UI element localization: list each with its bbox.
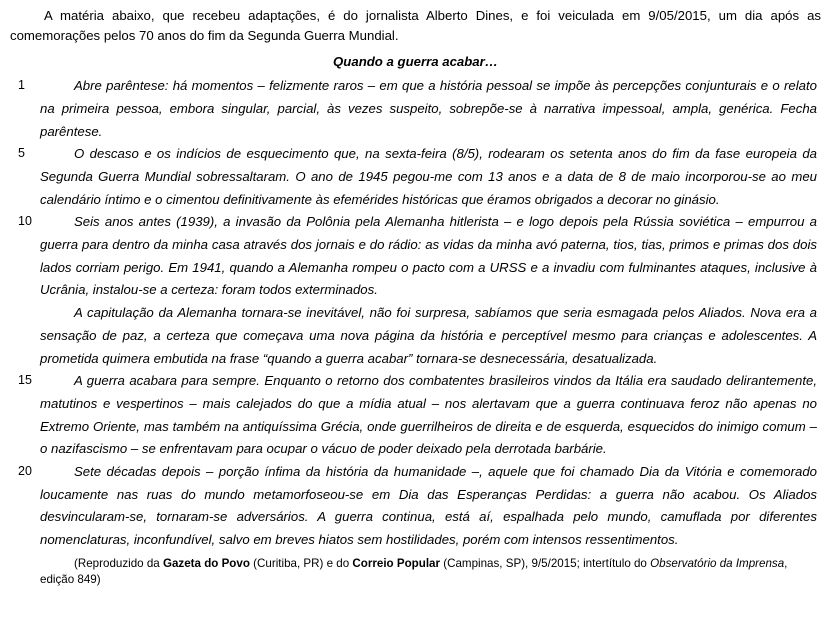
- credit-source-one: Gazeta do Povo: [162, 556, 250, 570]
- paragraph-text: A capitulação da Alemanha tornara-se inevitável, não foi surpresa, sabíamos que seria esmagada pelos Aliados. Nova era a sensação de paz, a certeza que começava uma nova página da história e perceptível mesmo para crianças e adolescentes. A prometida quimera embutida na frase “quando a guerra acabar” tornara-se desnecessária, desatualizada.: [40, 305, 817, 366]
- line-number: 5: [18, 146, 25, 161]
- paragraph-row: [10, 302, 821, 370]
- line-number: 1: [18, 78, 25, 93]
- page-title: Quando a guerra acabar…: [333, 54, 498, 70]
- credit-italic-source: Observatório da Imprensa: [650, 556, 785, 570]
- line-number: 10: [18, 214, 32, 229]
- paragraph-text: A guerra acabara para sempre. Enquanto o retorno dos combatentes brasileiros vindos da Itália era saudado delirantemente, matutinos e vespertinos – mais calejados do que a mídia atual – nos alertavam que a guerra continuava feroz não apenas no Extremo Oriente, mas também na antiquíssima Grécia, onde guerrilheiros de direita e de esquerda, esquecidos do inimigo comum – o nazifascismo – se enfrentavam para ocupar o vácuo de poder deixado pela derrotada barbárie.: [40, 373, 817, 457]
- credit-mid-two: (Campinas, SP), 9/5/2015; intertítulo do: [440, 556, 651, 570]
- paragraph-text: Sete décadas depois – porção ínfima da história da humanidade –, aquele que foi chamado Dia da Vitória e comemorado loucamente nas ruas do mundo metamorfoseou-se em Dia das Esperanças Perdidas: a guerra não acabou. Os Aliados desvincularam-se, tornaram-se adversários. A guerra continua, está aí, espalhada pelo mundo, camuflada por diferentes nomenclaturas, inconfundível, salvo em breves hiatos sem hostilidades, porém com intensos ressentimentos.: [40, 464, 817, 548]
- paragraph-text: Seis anos antes (1939), a invasão da Polônia pela Alemanha hitlerista – e logo depois pela Rússia soviética – empurrou a guerra para dentro da minha casa através dos jornais e do rádio: as vidas da minha avó paterna, tios, tias, primos e primas dos dois lados corriam perigo. Em 1941, quando a Alemanha rompeu o pacto com a URSS e a invadiu com fulminantes ataques, inclusive à Ucrânia, instalou-se a certeza: foram todos exterminados.: [40, 214, 817, 298]
- line-number: 15: [18, 373, 32, 388]
- paragraph-row: [10, 75, 821, 143]
- paragraph-row: [10, 461, 821, 552]
- source-credit: [10, 556, 821, 589]
- credit-text: [40, 556, 821, 589]
- article-body: [10, 75, 821, 589]
- paragraph-row: [10, 211, 821, 302]
- line-number: 20: [18, 464, 32, 479]
- credit-source-two: Correio Popular: [352, 556, 441, 570]
- credit-mid-one: (Curitiba, PR) e do: [249, 556, 353, 570]
- paragraph-text: Abre parêntese: há momentos – felizmente raros – em que a história pessoal se impõe às percepções conjunturais e o relato na primeira pessoa, embora singular, parcial, às vezes suspeito, sobrepõe-se à narrativa impessoal, ampla, genérica. Fecha parêntese.: [40, 78, 817, 139]
- paragraph-text: O descaso e os indícios de esquecimento que, na sexta-feira (8/5), rodearam os setenta anos do fim da fase europeia da Segunda Guerra Mundial sobressaltaram. O ano de 1945 pegou-me com 13 anos e a data de 8 de maio incorporou-se ao meu calendário íntimo e o cimentou definitivamente às efemérides históricas que éramos obrigados a decorar no ginásio.: [40, 146, 817, 207]
- credit-prefix: (Reproduzido da: [74, 556, 163, 570]
- paragraph-row: [10, 143, 821, 211]
- intro-paragraph: A matéria abaixo, que recebeu adaptações, é do jornalista Alberto Dines, e foi veiculada em 9/05/2015, um dia após as comemorações pelos 70 anos do fim da Segunda Guerra Mundial.: [10, 8, 821, 44]
- paragraph-row: [10, 370, 821, 461]
- credit-suffix: , edição 849): [40, 556, 788, 587]
